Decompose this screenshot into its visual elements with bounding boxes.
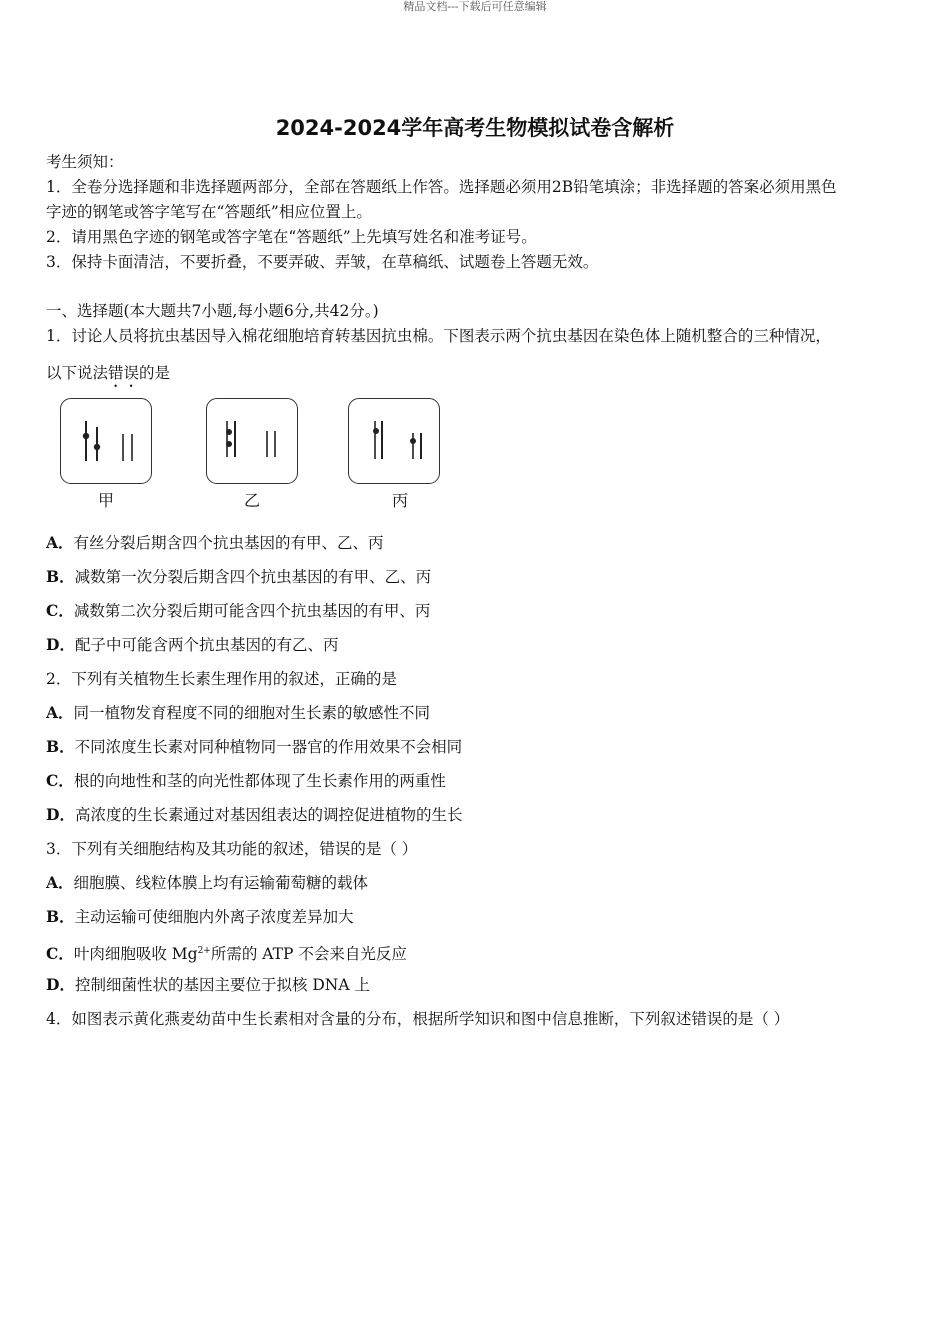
- q1-option-b: B．减数第一次分裂后期含四个抗虫基因的有甲、乙、丙: [46, 567, 432, 586]
- q2-stem: 2．下列有关植物生长素生理作用的叙述，正确的是: [46, 670, 397, 688]
- section-heading: 一、选择题(本大题共7小题,每小题6分,共42分。): [46, 302, 379, 320]
- notice-item-3: 3．保持卡面清洁，不要折叠，不要弄破、弄皱，在草稿纸、试题卷上答题无效。: [46, 253, 599, 271]
- q2-option-d: D．高浓度的生长素通过对基因组表达的调控促进植物的生长: [46, 805, 463, 824]
- diagram-yi: [206, 398, 298, 484]
- mg-superscript: 2+: [197, 946, 211, 956]
- q2-option-b: B．不同浓度生长素对同种植物同一器官的作用效果不会相同: [46, 737, 463, 756]
- chromosome-pair-jia: [61, 399, 153, 485]
- notice-item-2: 2．请用黑色字迹的钢笔或答字笔在“答题纸”上先填写姓名和准考证号。: [46, 228, 537, 246]
- notice-item-1: 1．全卷分选择题和非选择题两部分，全部在答题纸上作答。选择题必须用2B铅笔填涂；非选择题的答案必须用黑色: [46, 178, 837, 196]
- q2-option-a: A．同一植物发育程度不同的细胞对生长素的敏感性不同: [46, 703, 431, 722]
- q1-option-a: A．有丝分裂后期含四个抗虫基因的有甲、乙、丙: [46, 533, 384, 552]
- q1-stem: 1．讨论人员将抗虫基因导入棉花细胞培育转基因抗虫棉。下图表示两个抗虫基因在染色体上随机整合的三种情况，: [46, 327, 831, 345]
- page-title: 2024-2024学年高考生物模拟试卷含解析: [275, 116, 675, 140]
- notice-item-1-cont: 字迹的钢笔或答字笔写在“答题纸”相应位置上。: [46, 203, 372, 221]
- label-jia: 甲: [97, 491, 114, 510]
- q3-option-d: D．控制细菌性状的基因主要位于拟核 DNA 上: [46, 975, 370, 994]
- q1-option-c: C．减数第二次分裂后期可能含四个抗虫基因的有甲、丙: [46, 601, 431, 620]
- q3-option-b: B．主动运输可使细胞内外离子浓度差异加大: [46, 907, 354, 926]
- emphasis-wrong: 错误: [108, 364, 140, 382]
- chromosome-pair-yi: [207, 399, 299, 485]
- q3-stem: 3．下列有关细胞结构及其功能的叙述，错误的是（ ）: [46, 840, 418, 858]
- q1-stem-cont: 以下说法错误的是: [46, 364, 171, 382]
- label-yi: 乙: [243, 491, 260, 510]
- q3-option-a: A．细胞膜、线粒体膜上均有运输葡萄糖的载体: [46, 873, 369, 892]
- diagram-bing: [348, 398, 440, 484]
- diagram-jia: [60, 398, 152, 484]
- chromosome-pair-bing: [349, 399, 441, 485]
- notice-heading: 考生须知：: [46, 153, 124, 171]
- q4-stem: 4．如图表示黄化燕麦幼苗中生长素相对含量的分布，根据所学知识和图中信息推断，下列叙述错误的是（ ）: [46, 1010, 790, 1028]
- label-bing: 丙: [391, 491, 408, 510]
- q3-option-c: C．叶肉细胞吸收 $Mg^{2+}$所需的 ATP 不会来自光反应: [46, 944, 407, 964]
- page-header: 精品文档---下载后可任意编辑: [403, 0, 547, 13]
- q2-option-c: C．根的向地性和茎的向光性都体现了生长素作用的两重性: [46, 771, 446, 790]
- q1-option-d: D．配子中可能含两个抗虫基因的有乙、丙: [46, 635, 339, 654]
